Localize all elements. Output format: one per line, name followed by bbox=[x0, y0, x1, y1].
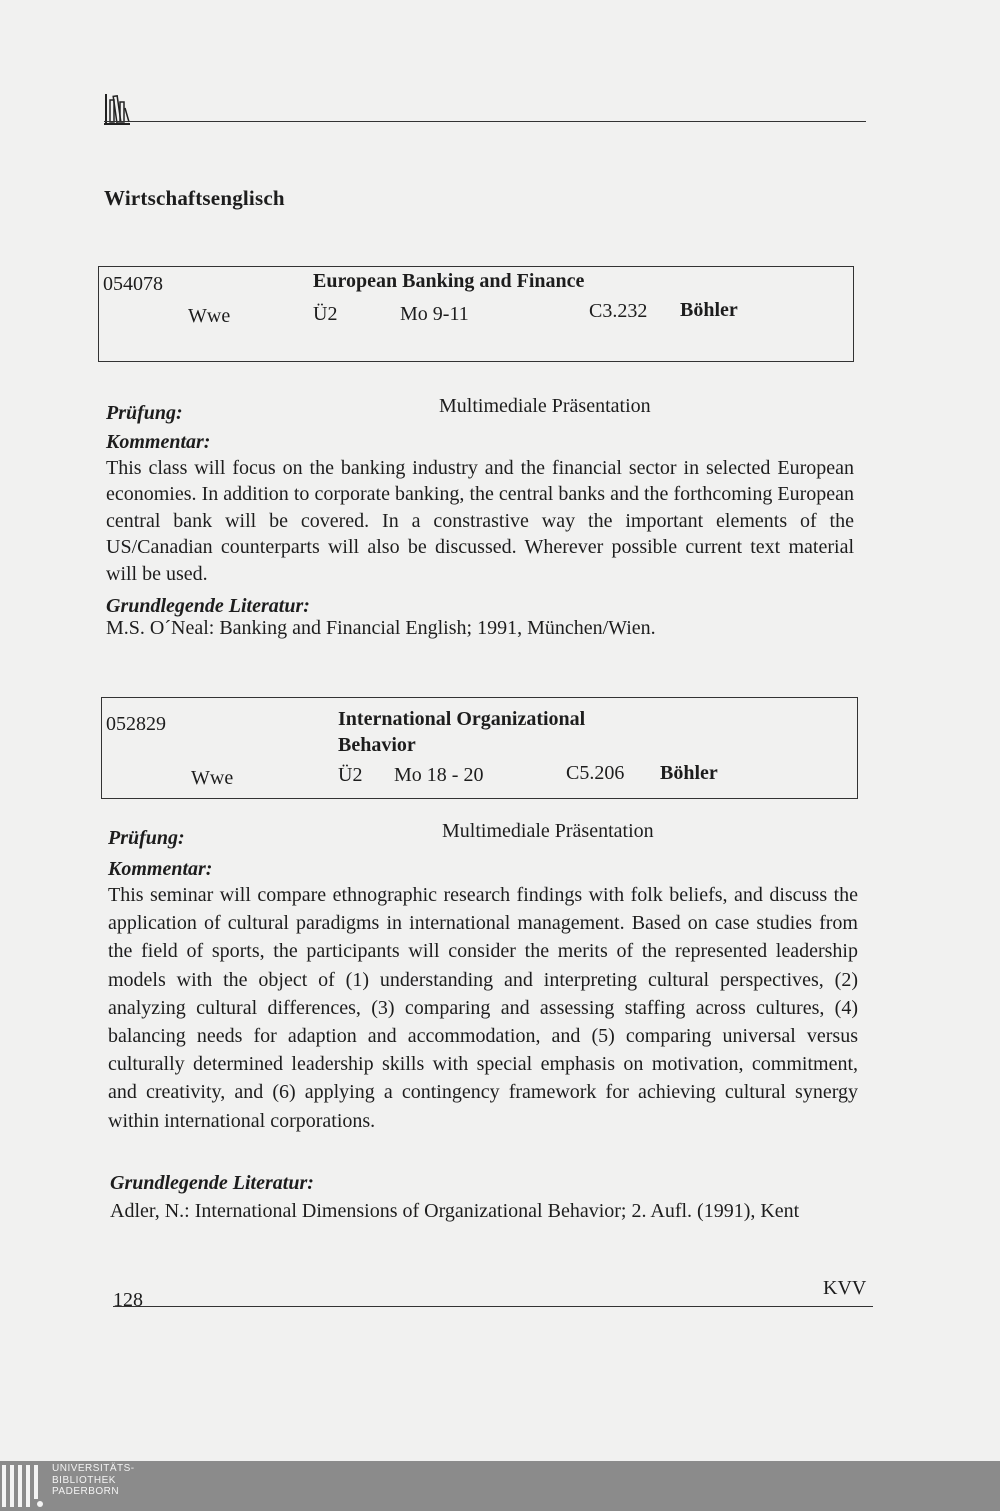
exam-value: Multimediale Präsentation bbox=[442, 820, 654, 842]
section-title: Wirtschaftsenglisch bbox=[104, 186, 285, 210]
course-lecturer: Böhler bbox=[660, 762, 718, 784]
course-title: European Banking and Finance bbox=[313, 270, 585, 292]
course-title: International Organizational bbox=[338, 708, 586, 730]
header-rule bbox=[104, 121, 866, 122]
comment-label: Kommentar: bbox=[108, 858, 213, 880]
catalog-label: KVV bbox=[823, 1277, 867, 1299]
footer-rule bbox=[113, 1306, 873, 1307]
library-name-line: BIBLIOTHEK bbox=[52, 1474, 116, 1486]
course-room: C3.232 bbox=[589, 300, 648, 322]
library-footer-bar bbox=[0, 1461, 1000, 1511]
comment-label: Kommentar: bbox=[106, 431, 211, 453]
literature-text: M.S. O´Neal: Banking and Financial English; 1991, München/Wien. bbox=[106, 617, 656, 639]
course-room: C5.206 bbox=[566, 762, 625, 784]
course-title-continued: Behavior bbox=[338, 734, 416, 756]
page-number: 128 bbox=[113, 1289, 143, 1311]
exam-label: Prüfung: bbox=[106, 402, 183, 424]
course-type: Ü2 bbox=[313, 303, 338, 325]
library-name bbox=[52, 1463, 135, 1498]
course-time: Mo 9-11 bbox=[400, 303, 469, 325]
exam-label: Prüfung: bbox=[108, 827, 185, 849]
course-group: Wwe bbox=[188, 305, 231, 327]
literature-label: Grundlegende Literatur: bbox=[106, 595, 310, 617]
course-group: Wwe bbox=[191, 767, 234, 789]
library-name-line: PADERBORN bbox=[52, 1486, 120, 1497]
course-type: Ü2 bbox=[338, 764, 363, 786]
literature-label: Grundlegende Literatur: bbox=[110, 1172, 314, 1194]
course-number: 052829 bbox=[106, 713, 166, 735]
exam-value: Multimediale Präsentation bbox=[439, 395, 651, 417]
course-comment: This class will focus on the banking industry and the financial sector in selected European economies. In addition to corporate banking, the central banks and the forthcoming European central bank will be covered. In a constrastive way the important elements of the US/Canadian counterparts will also be discussed. Wherever possible current text material will be used. bbox=[106, 457, 854, 585]
literature-text: Adler, N.: International Dimensions of Organizational Behavior; 2. Aufl. (1991), Kent bbox=[110, 1200, 800, 1222]
course-lecturer: Böhler bbox=[680, 299, 738, 321]
course-time: Mo 18 - 20 bbox=[394, 764, 484, 786]
course-comment: This seminar will compare ethnographic research findings with folk beliefs, and discuss the application of cultural paradigms in international management. Based on case studies from the field of sports, the participants will consider the merits of the represented leadership models with the object of (1) understanding and interpreting cultural perspectives, (2) analyzing cultural differences, (3) comparing and assessing staffing across cultures, (4) balancing needs for adaption and accommodation, and (5) comparing universal versus culturally determined leadership skills with special emphasis on motivation, commitment, and creativity, and (6) applying a contingency framework for achieving cultural synergy within international corporations. bbox=[108, 884, 858, 1132]
course-number: 054078 bbox=[103, 273, 163, 295]
library-stripes-icon bbox=[0, 1465, 46, 1507]
library-name-line: UNIVERSITÄTS- bbox=[52, 1463, 135, 1474]
